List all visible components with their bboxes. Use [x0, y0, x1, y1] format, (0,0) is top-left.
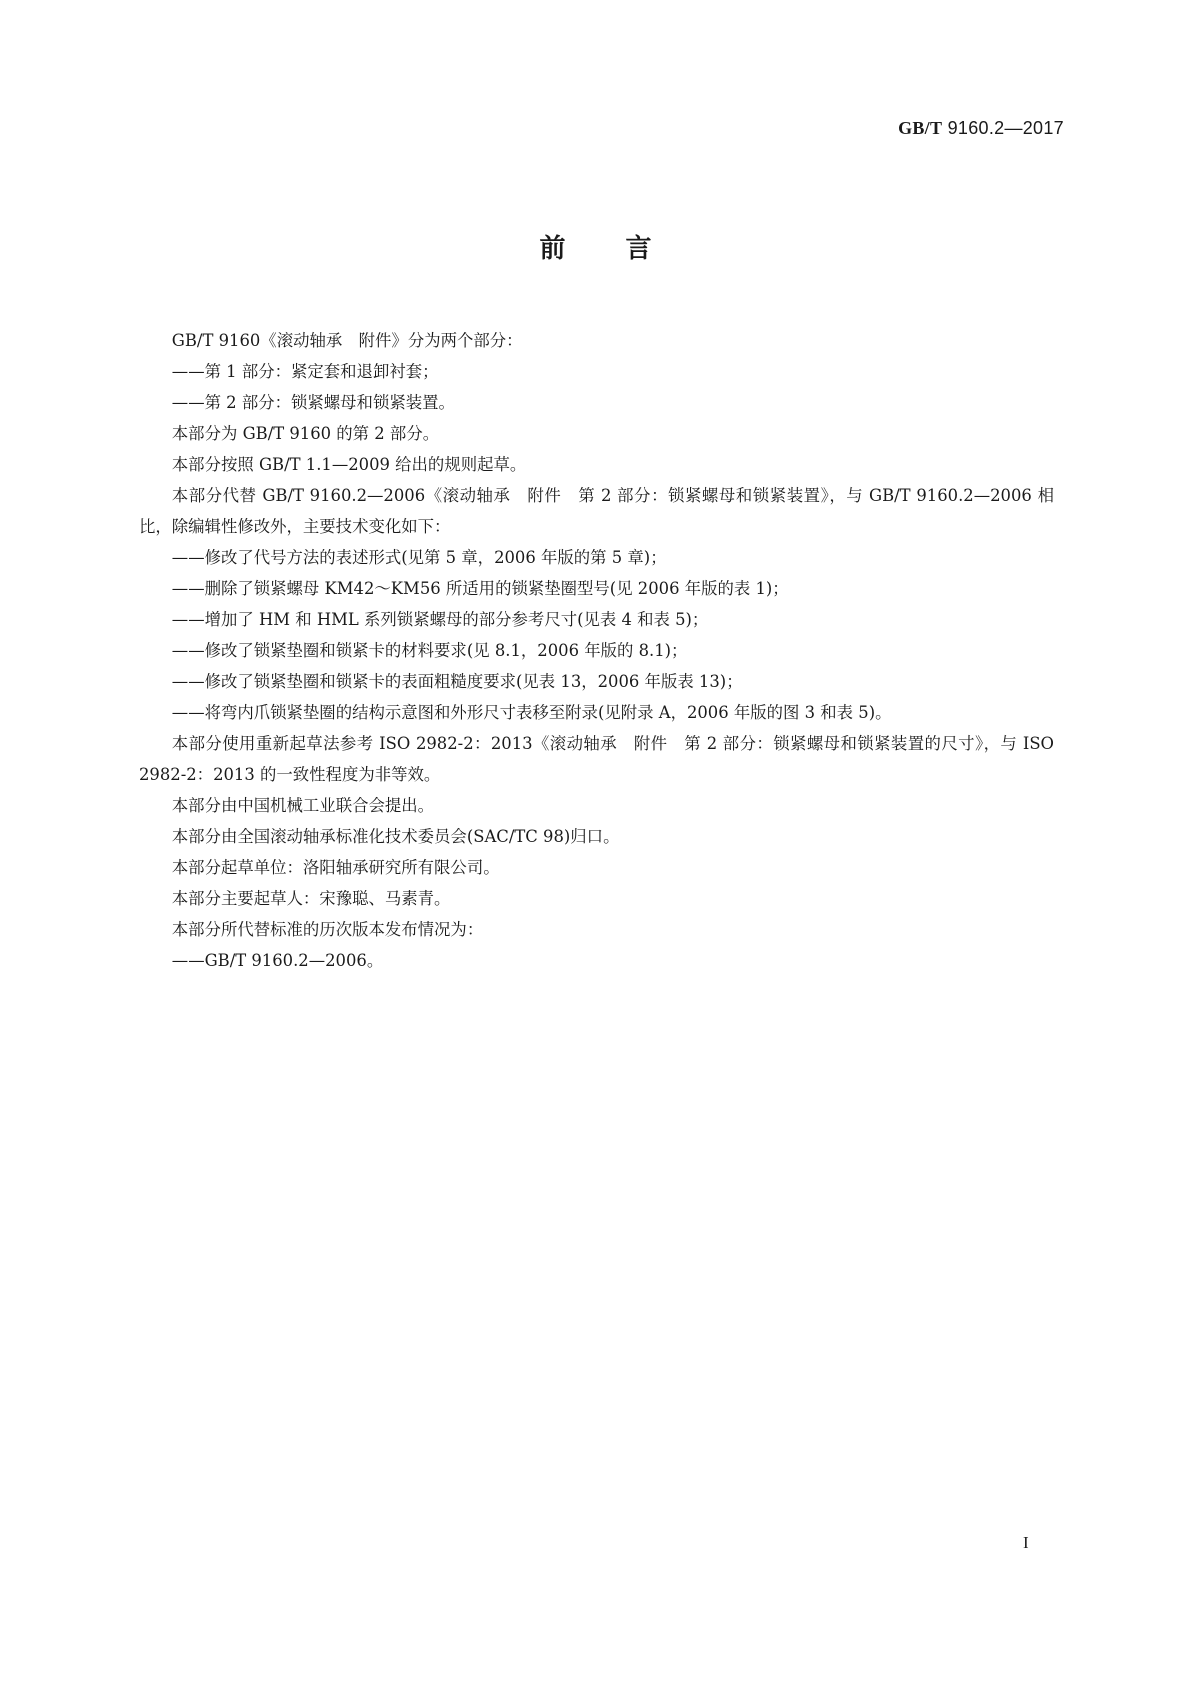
- standard-number: 9160.2—2017: [947, 118, 1064, 138]
- paragraph: 本部分由中国机械工业联合会提出。: [171, 796, 435, 815]
- paragraph: 本部分起草单位：洛阳轴承研究所有限公司。: [171, 858, 500, 877]
- foreword-body: [139, 325, 1054, 976]
- paragraph: 本部分为 GB/T 9160 的第 2 部分。: [171, 424, 440, 443]
- paragraph: 本部分使用重新起草法参考 ISO 2982-2：2013《滚动轴承 附件 第 2 部分：锁紧螺母和锁紧装置的尺寸》，与 ISO 2982-2：2013 的一致性程度为非等效。: [139, 734, 1054, 784]
- list-item: ——修改了锁紧垫圈和锁紧卡的材料要求(见 8.1，2006 年版的 8.1)；: [171, 641, 688, 660]
- paragraph: GB/T 9160《滚动轴承 附件》分为两个部分：: [171, 331, 523, 350]
- paragraph: 本部分代替 GB/T 9160.2—2006《滚动轴承 附件 第 2 部分：锁紧螺母和锁紧装置》，与 GB/T 9160.2—2006 相比，除编辑性修改外，主要技术变化如下：: [139, 486, 1054, 536]
- standard-number-header: [898, 118, 1064, 139]
- list-item: ——GB/T 9160.2—2006。: [171, 951, 384, 970]
- page-number: I: [1023, 1533, 1029, 1552]
- list-item: ——第 2 部分：锁紧螺母和锁紧装置。: [171, 393, 455, 412]
- standard-prefix: GB/T: [898, 118, 943, 138]
- list-item: ——修改了代号方法的表述形式(见第 5 章，2006 年版的第 5 章)；: [171, 548, 667, 567]
- paragraph: 本部分由全国滚动轴承标准化技术委员会(SAC/TC 98)归口。: [171, 827, 620, 846]
- list-item: ——将弯内爪锁紧垫圈的结构示意图和外形尺寸表移至附录(见附录 A，2006 年版的图 3 和表 5)。: [171, 703, 892, 722]
- paragraph: 本部分按照 GB/T 1.1—2009 给出的规则起草。: [171, 455, 527, 474]
- list-item: ——删除了锁紧螺母 KM42～KM56 所适用的锁紧垫圈型号(见 2006 年版的表 1)；: [171, 579, 789, 598]
- list-item: ——修改了锁紧垫圈和锁紧卡的表面粗糙度要求(见表 13，2006 年版表 13)；: [171, 672, 743, 691]
- page-title: [0, 228, 1191, 265]
- paragraph: 本部分所代替标准的历次版本发布情况为：: [171, 920, 484, 939]
- list-item: ——增加了 HM 和 HML 系列锁紧螺母的部分参考尺寸(见表 4 和表 5)；: [171, 610, 709, 629]
- title-char-1: 前: [539, 234, 566, 264]
- list-item: ——第 1 部分：紧定套和退卸衬套；: [171, 362, 439, 381]
- paragraph: 本部分主要起草人：宋豫聪、马素青。: [171, 889, 451, 908]
- title-char-2: 言: [625, 234, 652, 264]
